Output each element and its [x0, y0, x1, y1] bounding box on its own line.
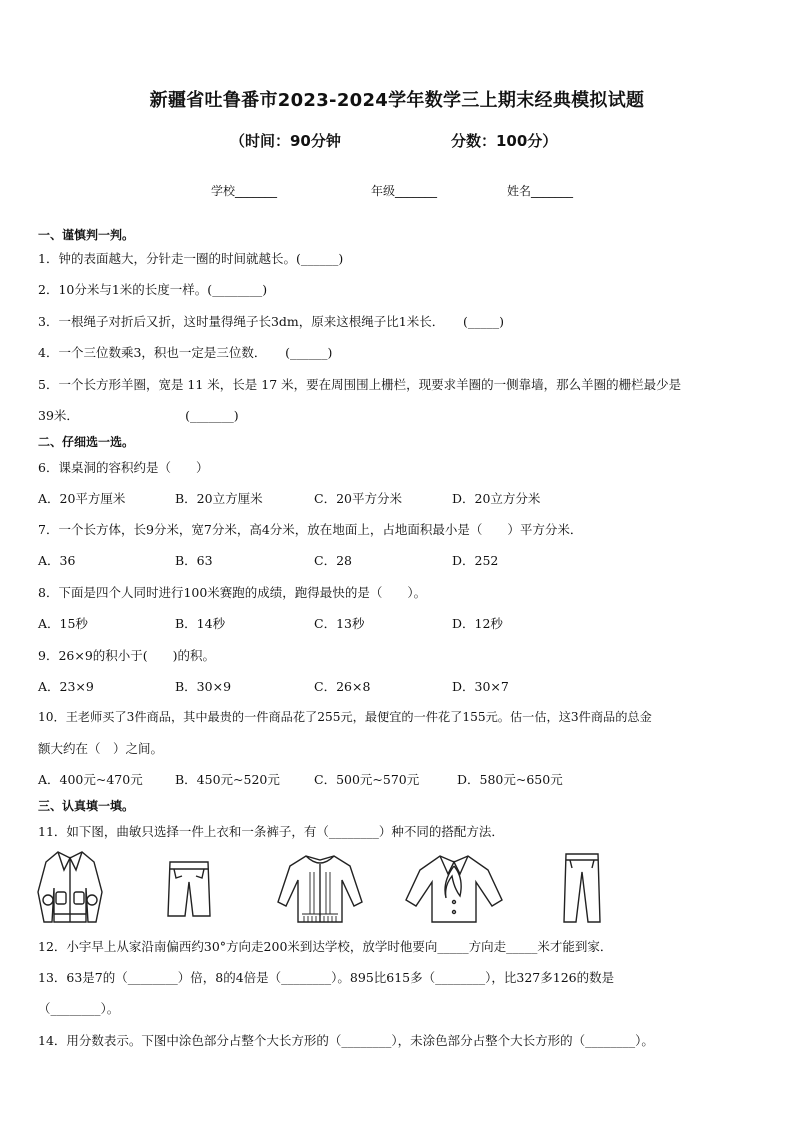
question-3: 3．一根绳子对折后又折，这时量得绳子长3dm，原来这根绳子比1米长． (_____) — [38, 314, 504, 329]
question-13-line-2: （________）。 — [38, 1001, 120, 1016]
q7-option-b: B．63 — [175, 553, 213, 568]
page-title: 新疆省吐鲁番市2023-2024学年数学三上期末经典模拟试题 — [149, 90, 645, 111]
question-13-line-1: 13．63是7的（________）倍，8的4倍是（________）。895比615多（________），比327多126的数是 — [38, 970, 615, 985]
q9-option-c: C．26×8 — [314, 679, 371, 694]
name-field: 姓名_______ — [507, 184, 574, 198]
question-10-line-1: 10．王老师买了3件商品，其中最贵的一件商品花了255元，最便宜的一件花了155元。估一估，这3件商品的总金 — [38, 710, 652, 724]
jacket-icon — [36, 848, 104, 924]
grade-field: 年级_______ — [371, 184, 438, 198]
question-7: 7．一个长方体，长9分米，宽7分米，高4分米，放在地面上，占地面积最小是（ ）平方分米． — [38, 522, 583, 537]
q6-option-d: D．20立方分米 — [452, 491, 541, 506]
question-2: 2．10分米与1米的长度一样。(________) — [38, 282, 268, 297]
sweater-icon — [276, 852, 364, 924]
question-12: 12．小宇早上从家沿南偏西约30°方向走200米到达学校，放学时他要向_____方向走_____米才能到家． — [38, 939, 613, 954]
shorts-icon — [166, 858, 212, 920]
q9-option-a: A．23×9 — [38, 679, 94, 694]
question-8: 8．下面是四个人同时进行100米赛跑的成绩，跑得最快的是（ ）。 — [38, 585, 427, 600]
section-heading-1: 一、谨慎判一判。 — [38, 228, 135, 242]
section-heading-2: 二、仔细选一选。 — [38, 435, 135, 449]
question-1: 1．钟的表面越大，分针走一圈的时间就越长。(______) — [38, 251, 344, 266]
question-5-line-1: 5．一个长方形羊圈，宽是 11 米，长是 17 米，要在周围围上栅栏，现要求羊圈的一侧靠墙，那么羊圈的栅栏最少是 — [38, 377, 682, 392]
question-14: 14．用分数表示。下图中涂色部分占整个大长方形的（________），未涂色部分占整个大长方形的（________）。 — [38, 1033, 654, 1048]
q6-option-a: A．20平方厘米 — [38, 491, 126, 506]
q8-option-a: A．15秒 — [38, 616, 88, 631]
q7-option-c: C．28 — [314, 553, 352, 568]
q8-option-d: D．12秒 — [452, 616, 503, 631]
q10-option-d: D．580元~650元 — [457, 772, 563, 787]
q10-option-a: A．400元~470元 — [38, 772, 143, 787]
question-6: 6．课桌洞的容积约是（ ） — [38, 460, 209, 475]
question-10-line-2: 额大约在（ ）之间。 — [38, 741, 164, 756]
q6-option-b: B．20立方厘米 — [175, 491, 263, 506]
q7-option-a: A．36 — [38, 553, 76, 568]
exam-time: （时间：90分钟 — [230, 132, 341, 150]
q7-option-d: D．252 — [452, 553, 499, 568]
question-9: 9．26×9的积小于( )的积。 — [38, 648, 216, 663]
q8-option-c: C．13秒 — [314, 616, 365, 631]
exam-score: 分数：100分） — [451, 132, 558, 150]
question-11: 11．如下图，曲敏只选择一件上衣和一条裤子，有（________）种不同的搭配方法． — [38, 824, 504, 839]
q10-option-c: C．500元~570元 — [314, 772, 420, 787]
blouse-icon — [404, 852, 504, 924]
trousers-icon — [562, 850, 602, 926]
q8-option-b: B．14秒 — [175, 616, 226, 631]
q9-option-b: B．30×9 — [175, 679, 232, 694]
q6-option-c: C．20平方分米 — [314, 491, 402, 506]
section-heading-3: 三、认真填一填。 — [38, 799, 135, 813]
question-4: 4．一个三位数乘3，积也一定是三位数． (______) — [38, 345, 333, 360]
q10-option-b: B．450元~520元 — [175, 772, 280, 787]
question-5-line-2: 39米． (_______) — [38, 408, 239, 423]
q9-option-d: D．30×7 — [452, 679, 509, 694]
school-field: 学校_______ — [211, 184, 278, 198]
